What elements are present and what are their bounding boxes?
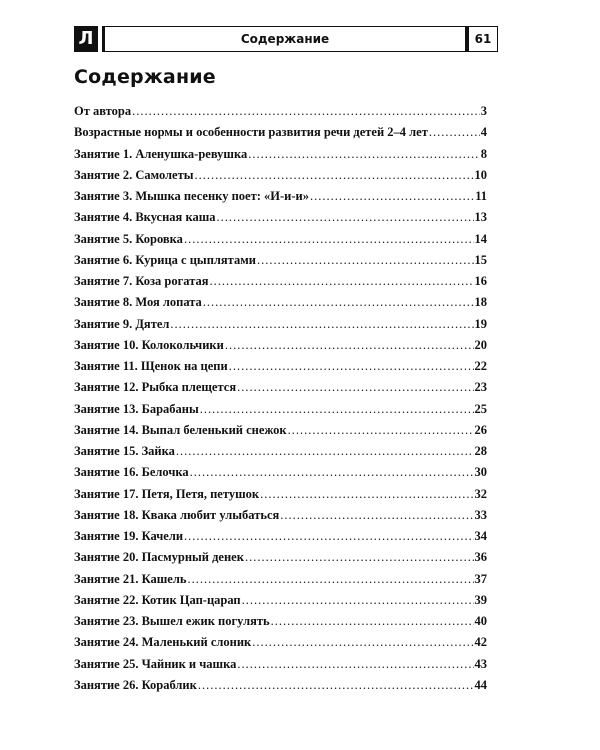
toc-entry[interactable]: [74, 274, 487, 295]
toc-entry[interactable]: [74, 465, 487, 486]
toc-dot-leader: [229, 359, 474, 374]
toc-entry[interactable]: [74, 508, 487, 529]
toc-entry-title: Занятие 26. Кораблик: [74, 677, 197, 692]
toc-dot-leader: [225, 338, 474, 353]
toc-entry-page: 14: [474, 231, 487, 246]
toc-entry[interactable]: [74, 529, 487, 550]
toc-entry-title: Возрастные нормы и особенности развития речи детей 2–4 лет: [74, 125, 428, 140]
toc-entry-page: 8: [480, 146, 487, 161]
toc-entry[interactable]: [74, 657, 487, 678]
toc-entry-title: Занятие 14. Выпал беленький снежок: [74, 422, 287, 437]
toc-entry-title: Занятие 22. Котик Цап-царап: [74, 592, 241, 607]
toc-dot-leader: [288, 423, 474, 438]
toc-entry-page: 3: [480, 104, 487, 118]
toc-entry-page: 19: [474, 316, 487, 331]
toc-dot-leader: [210, 274, 474, 289]
toc-entry-page: 10: [474, 167, 487, 182]
toc-dot-leader: [257, 253, 474, 268]
toc-entry-title: Занятие 25. Чайник и чашка: [74, 656, 237, 671]
toc-entry-title: Занятие 2. Самолеты: [74, 167, 194, 182]
toc-entry-title: Занятие 21. Кашель: [74, 571, 187, 586]
toc-entry[interactable]: [74, 168, 487, 189]
toc-entry-page: 34: [474, 529, 487, 543]
toc-dot-leader: [248, 147, 480, 162]
toc-dot-leader: [260, 487, 473, 502]
toc-entry[interactable]: [74, 593, 487, 614]
toc-entry[interactable]: [74, 147, 487, 168]
toc-entry[interactable]: [74, 189, 487, 210]
toc-entry-page: 44: [474, 677, 487, 692]
table-of-contents: [74, 104, 487, 699]
toc-dot-leader: [176, 444, 474, 459]
toc-entry-title: Занятие 7. Коза рогатая: [74, 274, 209, 288]
toc-entry-title: Занятие 11. Щенок на цепи: [74, 359, 228, 373]
toc-dot-leader: [195, 168, 474, 183]
toc-dot-leader: [187, 572, 473, 587]
toc-dot-leader: [252, 635, 473, 650]
toc-dot-leader: [280, 508, 473, 523]
toc-entry[interactable]: [74, 444, 487, 465]
toc-entry-title: Занятие 18. Квака любит улыбаться: [74, 507, 280, 522]
toc-entry[interactable]: [74, 402, 487, 423]
toc-entry-page: 26: [474, 422, 487, 437]
toc-dot-leader: [217, 210, 474, 225]
toc-entry-page: 30: [474, 465, 487, 480]
toc-dot-leader: [242, 593, 474, 608]
toc-entry-title: Занятие 20. Пасмурный денек: [74, 550, 244, 565]
toc-entry-page: 33: [474, 507, 487, 522]
toc-entry-title: Занятие 13. Барабаны: [74, 401, 199, 416]
toc-entry-title: Занятие 10. Колокольчики: [74, 337, 224, 352]
toc-entry-page: 23: [474, 380, 487, 395]
toc-entry-page: 11: [475, 189, 487, 203]
running-header: [74, 26, 494, 52]
toc-dot-leader: [170, 317, 473, 332]
toc-entry-page: 32: [474, 486, 487, 501]
toc-entry-title: Занятие 19. Качели: [74, 529, 184, 543]
toc-dot-leader: [429, 125, 480, 140]
toc-entry[interactable]: [74, 635, 487, 656]
toc-entry[interactable]: [74, 295, 487, 316]
toc-dot-leader: [200, 402, 474, 417]
toc-entry-title: Занятие 8. Моя лопата: [74, 295, 202, 310]
toc-entry-title: Занятие 4. Вкусная каша: [74, 210, 216, 225]
toc-dot-leader: [184, 529, 473, 544]
toc-entry-title: Занятие 9. Дятел: [74, 316, 170, 331]
toc-entry-page: 18: [474, 295, 487, 310]
toc-entry-page: 37: [474, 571, 487, 586]
toc-dot-leader: [237, 657, 473, 672]
toc-entry[interactable]: [74, 338, 487, 359]
toc-entry-title: Занятие 12. Рыбка плещется: [74, 380, 237, 395]
toc-entry[interactable]: [74, 359, 487, 380]
toc-entry-page: 13: [474, 210, 487, 225]
toc-entry-page: 15: [474, 252, 487, 267]
toc-entry-title: Занятие 6. Курица с цыплятами: [74, 252, 256, 267]
toc-entry[interactable]: [74, 253, 487, 274]
chapter-logo-icon: Л: [74, 26, 98, 52]
toc-entry[interactable]: [74, 232, 487, 253]
toc-entry-title: Занятие 23. Вышел ежик погулять: [74, 614, 270, 628]
toc-dot-leader: [184, 232, 474, 247]
toc-dot-leader: [203, 295, 474, 310]
toc-dot-leader: [237, 380, 473, 395]
toc-entry-title: Занятие 5. Коровка: [74, 231, 183, 246]
toc-entry-page: 20: [474, 337, 487, 352]
toc-entry[interactable]: [74, 614, 487, 635]
toc-entry-title: Занятие 16. Белочка: [74, 465, 189, 480]
toc-dot-leader: [190, 465, 474, 480]
toc-entry-title: От автора: [74, 104, 132, 118]
toc-entry[interactable]: [74, 210, 487, 231]
toc-entry-page: 42: [474, 635, 487, 650]
toc-dot-leader: [245, 550, 474, 565]
toc-entry-page: 28: [474, 444, 487, 458]
toc-entry-title: Занятие 17. Петя, Петя, петушок: [74, 486, 260, 501]
toc-entry-title: Занятие 1. Аленушка-ревушка: [74, 146, 248, 161]
toc-entry-title: Занятие 24. Маленький слоник: [74, 635, 252, 650]
page-number: 61: [466, 26, 498, 52]
toc-entry-page: 16: [474, 274, 487, 288]
toc-entry[interactable]: [74, 678, 487, 699]
toc-entry-title: Занятие 3. Мышка песенку поет: «И-и-и»: [74, 189, 309, 203]
toc-entry[interactable]: [74, 423, 487, 444]
toc-dot-leader: [198, 678, 474, 693]
toc-entry-page: 4: [480, 125, 487, 140]
toc-entry[interactable]: [74, 380, 487, 401]
toc-entry[interactable]: [74, 104, 487, 125]
toc-dot-leader: [271, 614, 474, 629]
toc-dot-leader: [310, 189, 474, 204]
toc-entry[interactable]: [74, 572, 487, 593]
toc-dot-leader: [132, 104, 480, 119]
toc-entry[interactable]: [74, 125, 487, 146]
toc-entry-page: 36: [474, 550, 487, 565]
toc-entry-page: 43: [474, 656, 487, 671]
page-title: Содержание: [74, 66, 216, 88]
running-header-title: Содержание: [102, 26, 466, 52]
toc-entry[interactable]: [74, 317, 487, 338]
toc-entry[interactable]: [74, 550, 487, 571]
toc-entry-page: 40: [474, 614, 487, 628]
toc-entry[interactable]: [74, 487, 487, 508]
toc-entry-title: Занятие 15. Зайка: [74, 444, 175, 458]
toc-entry-page: 22: [474, 359, 487, 373]
toc-entry-page: 39: [474, 592, 487, 607]
toc-entry-page: 25: [474, 401, 487, 416]
